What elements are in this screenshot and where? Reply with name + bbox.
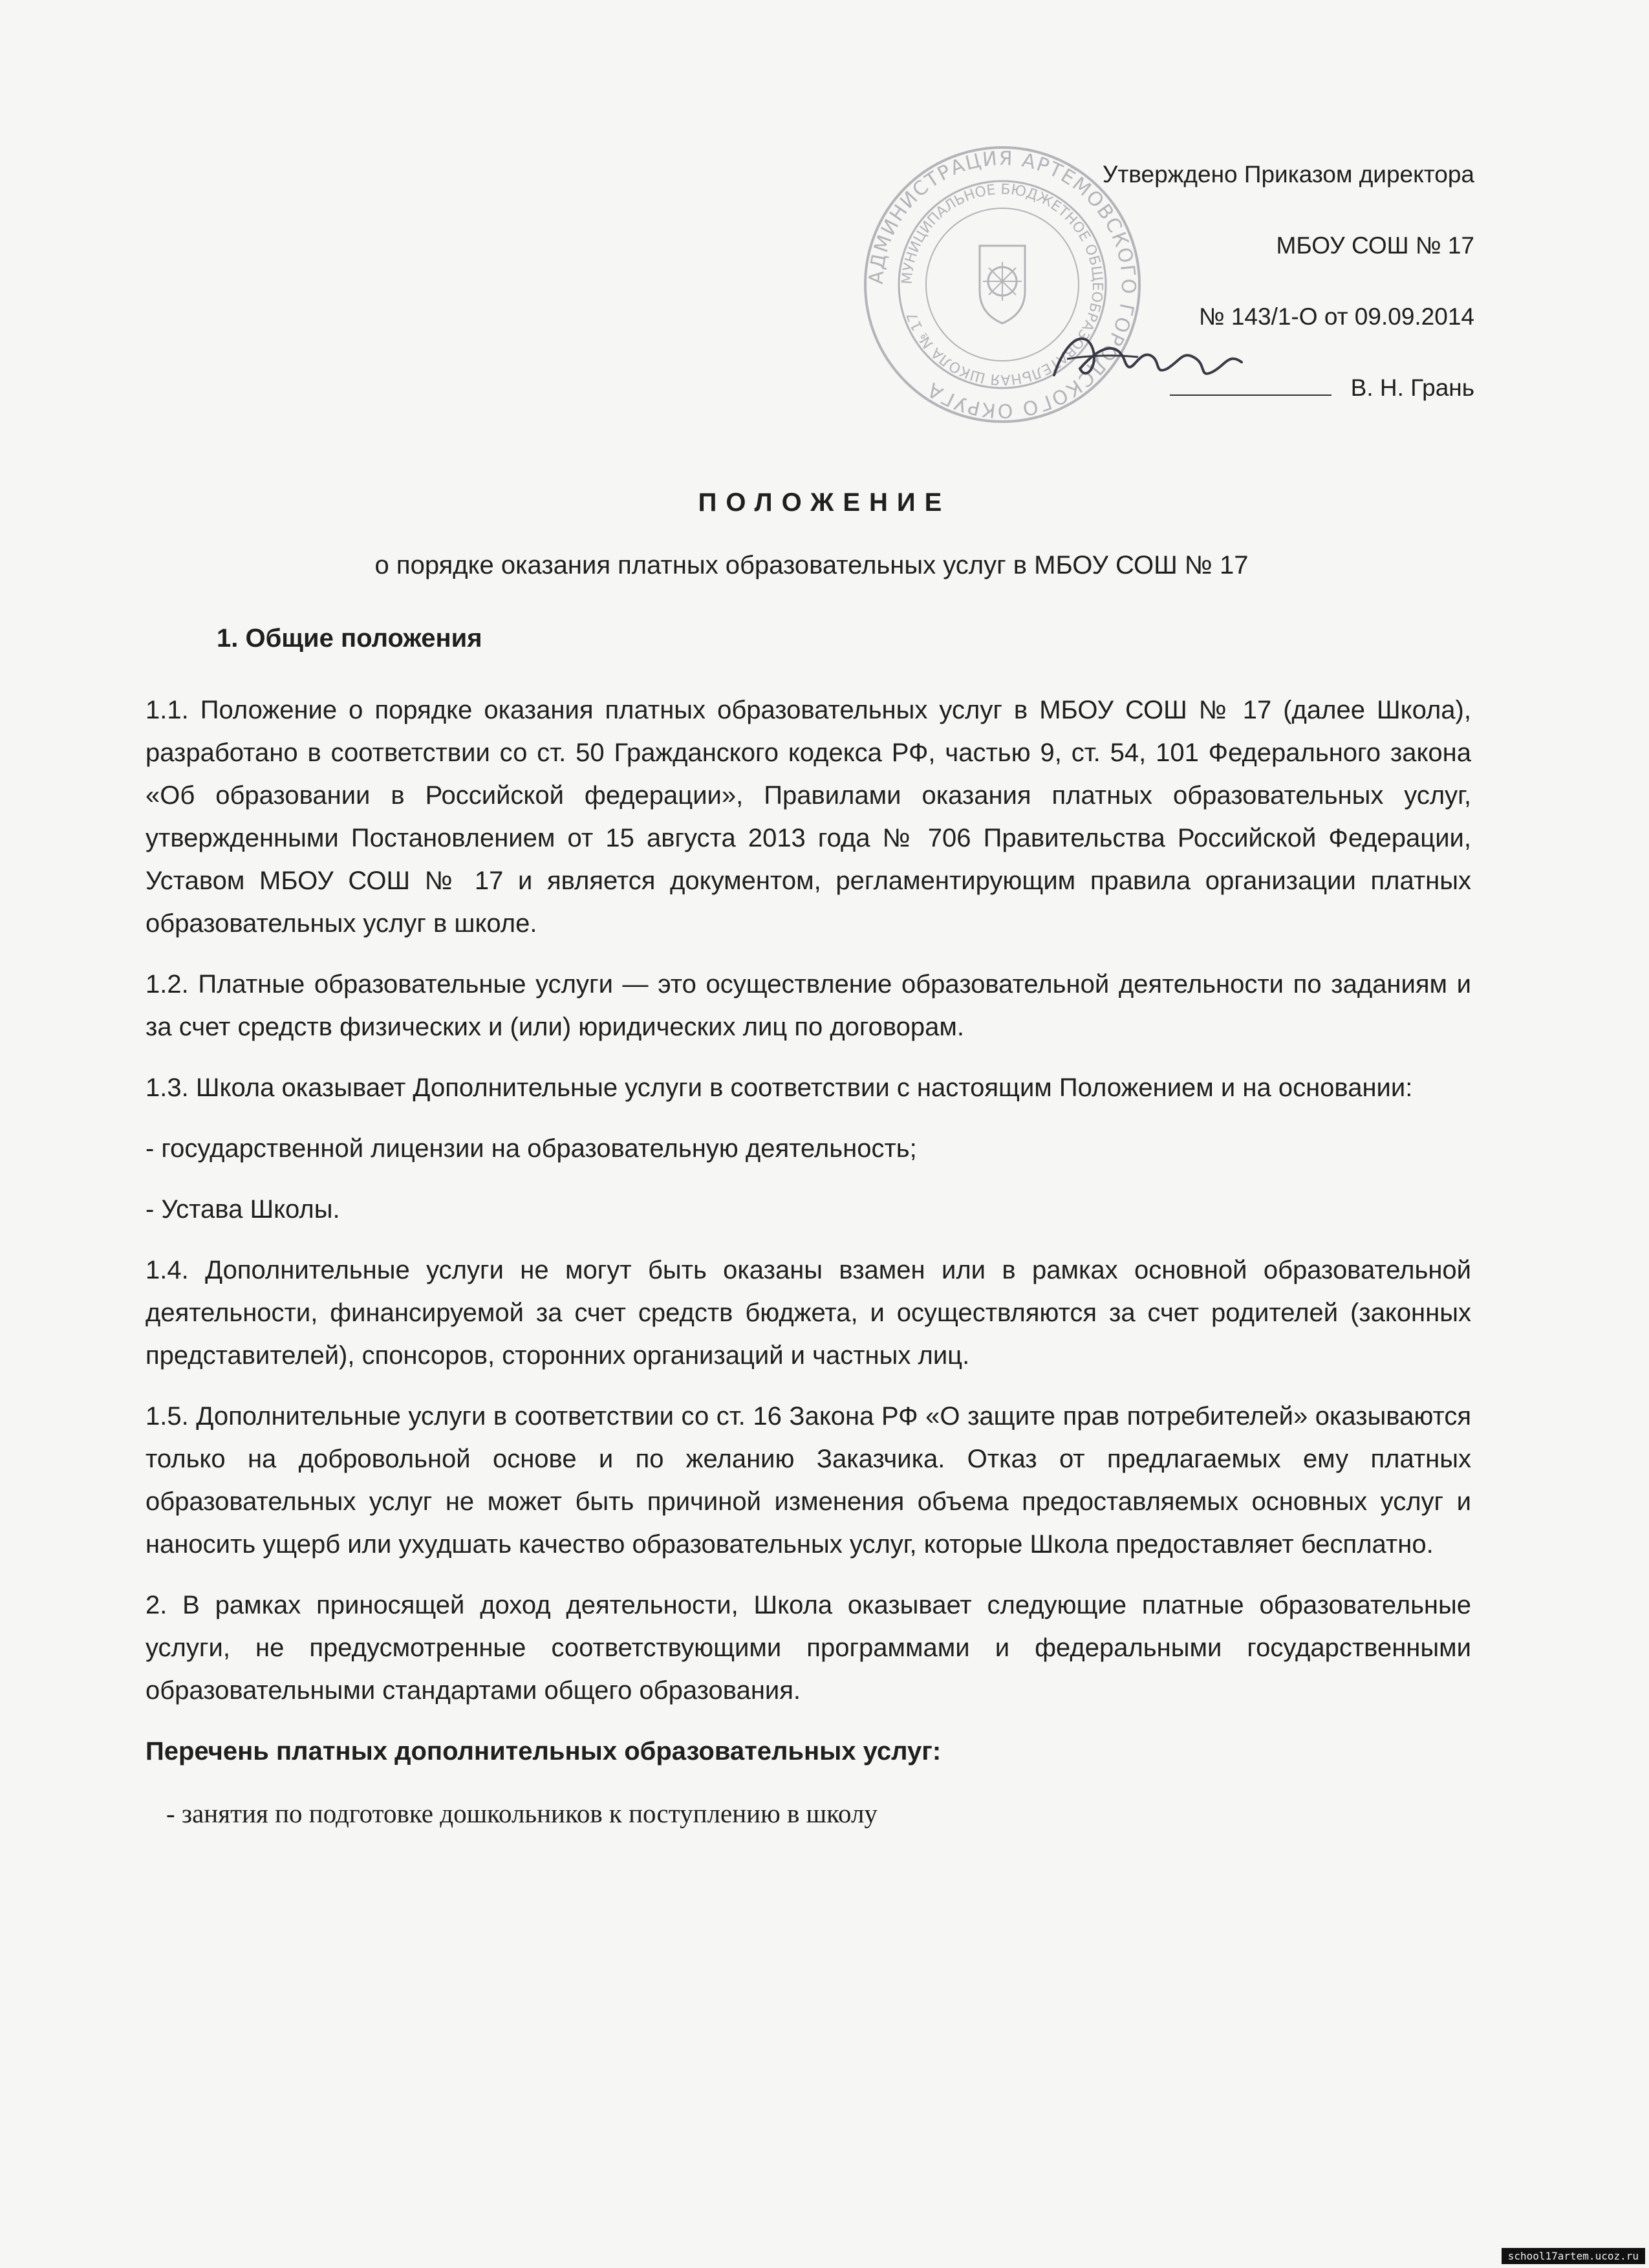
services-list-heading: Перечень платных дополнительных образовательных услуг: [146, 1737, 942, 1766]
paragraph-1-5: 1.5. Дополнительные услуги в соответствии со ст. 16 Закона РФ «О защите прав потребителей» оказываются только на добровольной основе и по желанию Заказчика. Отказ от предлагаемых ему платных образовательных услуг не может быть причиной изменения объема предоставляемых основных услуг и наносить ущерб или ухудшать качество образовательных услуг, которые Школа предоставляет бесплатно. [146, 1402, 1471, 1559]
approval-line-4 [1103, 352, 1474, 424]
seal-inner-text: МУНИЦИПАЛЬНОЕ БЮДЖЕТНОЕ ОБЩЕОБРАЗОВАТЕЛЬНАЯ ШКОЛА № 17 [899, 181, 1106, 388]
paragraph-2: 2. В рамках приносящей доход деятельности, Школа оказывает следующие платные образовательные услуги, не предусмотренные соответствующими программами и федеральными государственными образовательными стандартами общего образования. [146, 1591, 1471, 1705]
paragraph-1-2: 1.2. Платные образовательные услуги — это осуществление образовательной деятельности по заданиям и за счет средств физических и (или) юридических лиц по договорам. [146, 970, 1471, 1041]
approval-line-3: № 143/1-О от 09.09.2014 [1198, 303, 1474, 330]
director-name: В. Н. Грань [1350, 374, 1474, 401]
paragraph-1-3: 1.3. Школа оказывает Дополнительные услуги в соответствии с настоящим Положением и на основании: [146, 1074, 1413, 1102]
paragraph-license: - государственной лицензии на образовательную деятельность; [146, 1134, 917, 1163]
approval-line-1: Утверждено Приказом директора [1102, 161, 1474, 188]
paragraph-charter: - Устава Школы. [146, 1195, 340, 1224]
coat-of-arms-icon [980, 246, 1025, 323]
document-title: ПОЛОЖЕНИЕ [698, 488, 951, 517]
document-subtitle: о порядке оказания платных образовательных услуг в МБОУ СОШ № 17 [374, 551, 1249, 579]
seal-outer-text: АДМИНИСТРАЦИЯ АРТЁМОВСКОГО ГОРОДСКОГО ОКРУГА [865, 147, 1140, 422]
paragraph-1-4: 1.4. Дополнительные услуги не могут быть оказаны взамен или в рамках основной образовательной деятельности, финансируемой за счет средств бюджета, и осуществляются за счет родителей (законных представителей), спонсоров, сторонних организаций и частных лиц. [146, 1256, 1471, 1370]
approval-block [1103, 139, 1474, 424]
list-item: - занятия по подготовке дошкольников к поступлению в школу [166, 1798, 878, 1828]
approval-line-2: МБОУ СОШ № 17 [1276, 232, 1474, 259]
document-body [146, 689, 1471, 1835]
section-heading-general: 1. Общие положения [217, 624, 482, 653]
paragraph-1-1: 1.1. Положение о порядке оказания платных образовательных услуг в МБОУ СОШ № 17 (далее Школа), разработано в соответствии со ст. 50 Гражданского кодекса РФ, частью 9, ст. 54, 101 Федерального закона «Об образовании в Российской федерации», Правилами оказания платных образовательных услуг, утвержденными Постановлением от 15 августа 2013 года № 706 Правительства Российской Федерации, Уставом МБОУ СОШ № 17 и является документом, регламентирующим правила организации платных образовательных услуг в школе. [146, 696, 1471, 938]
footer-watermark: school17artem.ucoz.ru [1502, 2248, 1645, 2264]
signature-line [1170, 394, 1331, 396]
